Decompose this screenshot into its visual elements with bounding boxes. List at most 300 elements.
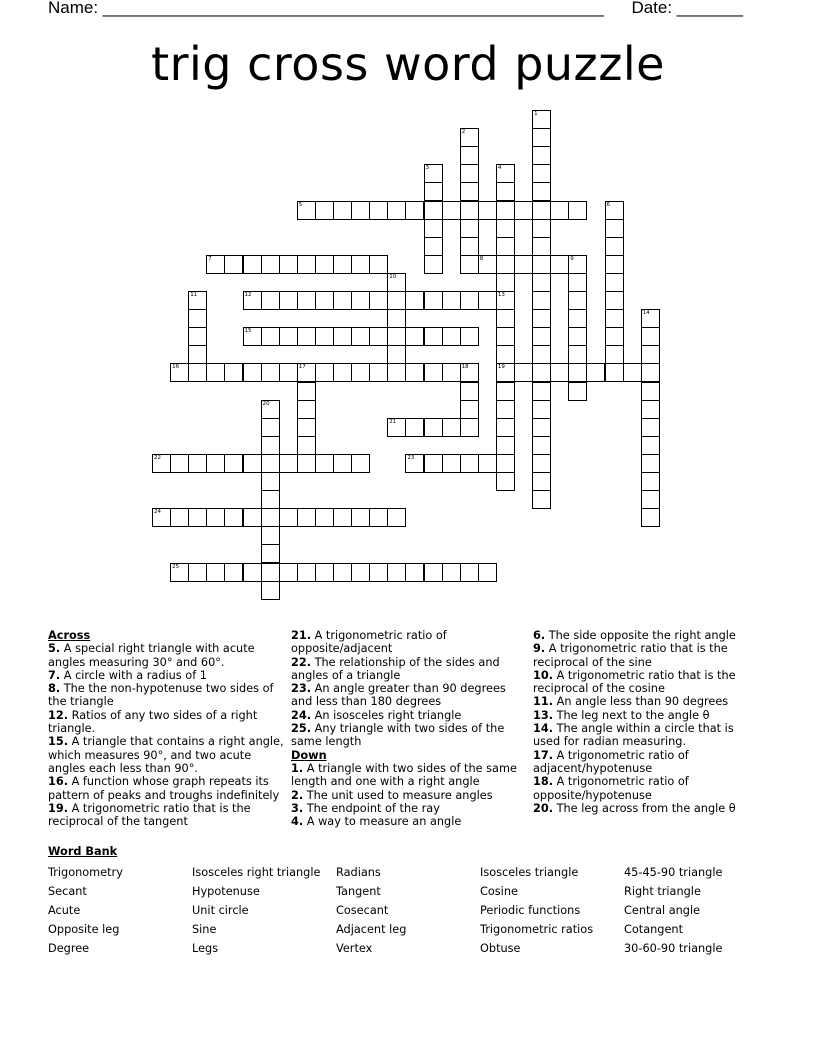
clue-number-label: 24. [291,708,312,722]
clue-text: A trigonometric ratio of adjacent/hypotenuse [533,748,689,775]
crossword-cell[interactable] [460,128,479,147]
crossword-cell[interactable] [261,544,280,563]
crossword-cell[interactable] [424,363,443,382]
crossword-cell[interactable] [532,182,551,201]
crossword-cell[interactable] [152,454,171,473]
crossword-cell[interactable] [315,291,334,310]
crossword-cell[interactable] [532,490,551,509]
clue-number: 19 [497,364,505,371]
clue-number-label: 15. [48,735,69,749]
crossword-cell[interactable] [387,563,406,582]
crossword-cell[interactable] [315,563,334,582]
crossword-cell[interactable] [297,255,316,274]
clue-number-label: 14. [533,722,554,736]
crossword-cell[interactable] [297,436,316,455]
crossword-cell[interactable] [532,454,551,473]
crossword-cell[interactable] [532,309,551,328]
crossword-cell[interactable] [224,363,243,382]
crossword-cell[interactable] [641,418,660,437]
crossword-cell[interactable] [188,563,207,582]
crossword-cell[interactable] [297,291,316,310]
word-bank-word: Cosecant [336,904,389,917]
crossword-cell[interactable] [460,146,479,165]
word-bank-word: Central angle [624,904,701,917]
crossword-cell[interactable] [478,291,497,310]
clue-text: A special right triangle with acute angles measuring 30° and 60°. [48,642,255,669]
crossword-cell[interactable] [568,291,587,310]
clue-text: The endpoint of the ray [303,801,440,815]
crossword-cell[interactable] [188,363,207,382]
crossword-cell[interactable] [568,201,587,220]
crossword-cell[interactable] [297,363,316,382]
crossword-cell[interactable] [641,490,660,509]
crossword-cell[interactable] [261,581,280,600]
crossword-cell[interactable] [369,291,388,310]
crossword-cell[interactable] [442,291,461,310]
crossword-cell[interactable] [532,255,551,274]
crossword-cell[interactable] [369,255,388,274]
crossword-cell[interactable] [641,454,660,473]
crossword-cell[interactable] [496,309,515,328]
crossword-cell[interactable] [496,219,515,238]
crossword-cell[interactable] [460,182,479,201]
crossword-cell[interactable] [641,327,660,346]
crossword-cell[interactable] [641,363,660,382]
clue-number-label: 13. [533,708,554,722]
crossword-cell[interactable] [405,201,424,220]
crossword-cell[interactable] [206,255,225,274]
crossword-cell[interactable] [496,182,515,201]
crossword-cell[interactable] [568,309,587,328]
crossword-cell[interactable] [532,291,551,310]
crossword-cell[interactable] [333,454,352,473]
word-bank-word: Cotangent [624,923,684,936]
crossword-cell[interactable] [623,363,642,382]
crossword-cell[interactable] [261,418,280,437]
crossword-cell[interactable] [351,201,370,220]
crossword-cell[interactable] [387,327,406,346]
crossword-cell[interactable] [532,382,551,401]
clue [291,762,519,789]
clue-text: An angle less than 90 degrees [553,695,729,709]
crossword-cell[interactable] [261,508,280,527]
crossword-cell[interactable] [315,508,334,527]
clue-number-label: 9. [533,642,546,656]
crossword-cell[interactable] [315,327,334,346]
crossword-cell[interactable] [424,454,443,473]
crossword-cell[interactable] [586,363,605,382]
crossword-cell[interactable] [351,363,370,382]
crossword-cell[interactable] [333,201,352,220]
crossword-cell[interactable] [605,273,624,292]
clue [48,709,288,736]
crossword-cell[interactable] [405,327,424,346]
crossword-cell[interactable] [405,563,424,582]
crossword-cell[interactable] [279,508,298,527]
crossword-cell[interactable] [496,291,515,310]
crossword-cell[interactable] [243,255,262,274]
clue-number: 11 [190,292,198,298]
crossword-cell[interactable] [424,237,443,256]
crossword-cell[interactable] [405,291,424,310]
word-bank-word: Periodic functions [480,904,581,917]
crossword-cell[interactable] [532,418,551,437]
crossword-cell[interactable] [496,327,515,346]
crossword-cell[interactable] [279,363,298,382]
clue-number: 22 [154,454,161,461]
crossword-cell[interactable] [442,563,461,582]
crossword-cell[interactable] [224,255,243,274]
crossword-cell[interactable] [496,382,515,401]
crossword-cell[interactable] [387,363,406,382]
crossword-cell[interactable] [496,418,515,437]
crossword-cell[interactable] [424,219,443,238]
crossword-cell[interactable] [333,291,352,310]
crossword-cell[interactable] [351,255,370,274]
word-bank-column [48,863,123,958]
crossword-cell[interactable] [243,291,262,310]
clue-number: 1 [534,111,538,117]
crossword-cell[interactable] [424,291,443,310]
crossword-cell[interactable] [170,508,189,527]
clue [291,709,519,722]
crossword-cell[interactable] [641,400,660,419]
crossword-cell[interactable] [442,454,461,473]
crossword-cell[interactable] [550,201,569,220]
across-heading: Across [48,629,91,642]
crossword-cell[interactable] [188,508,207,527]
clue-number-label: 6. [533,629,546,642]
crossword-cell[interactable] [243,508,262,527]
crossword-cell[interactable] [478,255,497,274]
crossword-cell[interactable] [315,454,334,473]
crossword-cell[interactable] [188,454,207,473]
crossword-cell[interactable] [460,363,479,382]
word-bank-column [480,863,593,958]
clue-number-label: 2. [291,788,304,802]
crossword-cell[interactable] [333,327,352,346]
crossword-cell[interactable] [532,110,551,129]
crossword-cell[interactable] [532,273,551,292]
crossword-cell[interactable] [496,255,515,274]
crossword-cell[interactable] [478,454,497,473]
crossword-cell[interactable] [478,201,497,220]
name-line[interactable]: Name: _____________________________________________________ [48,0,604,17]
crossword-cell[interactable] [279,454,298,473]
crossword-cell[interactable] [496,363,515,382]
crossword-cell[interactable] [170,363,189,382]
crossword-cell[interactable] [568,382,587,401]
crossword-cell[interactable] [152,508,171,527]
crossword-cell[interactable] [387,291,406,310]
crossword-cell[interactable] [532,345,551,364]
crossword-cell[interactable] [532,327,551,346]
crossword-cell[interactable] [532,400,551,419]
crossword-cell[interactable] [206,563,225,582]
clue-number: 8 [479,255,484,262]
crossword-cell[interactable] [641,508,660,527]
clue-text: A triangle that contains a right angle, which measures 90°, and two acute angles each less than 90°. [48,735,284,775]
crossword-cell[interactable] [568,327,587,346]
crossword-cell[interactable] [170,454,189,473]
crossword-cell[interactable] [188,309,207,328]
crossword-cell[interactable] [460,237,479,256]
crossword-cell[interactable] [514,201,533,220]
crossword-cell[interactable] [496,400,515,419]
clue [48,669,288,682]
clue-number-label: 5. [48,642,61,656]
crossword-cell[interactable] [460,382,479,401]
clue-number: 13 [497,292,505,298]
clues-column-3 [533,629,745,815]
crossword-cell[interactable] [605,327,624,346]
clue-number-label: 3. [291,801,304,815]
crossword-cell[interactable] [261,454,280,473]
crossword-cell[interactable] [279,327,298,346]
crossword-cell[interactable] [333,508,352,527]
crossword-cell[interactable] [297,201,316,220]
crossword-cell[interactable] [424,164,443,183]
crossword-cell[interactable] [351,508,370,527]
crossword-cell[interactable] [188,345,207,364]
crossword-cell[interactable] [496,237,515,256]
clue [533,709,745,722]
clue-number: 2 [461,129,466,136]
crossword-cell[interactable] [605,219,624,238]
crossword-cell[interactable] [387,418,406,437]
clue-number: 7 [208,255,212,262]
crossword-cell[interactable] [460,454,479,473]
crossword-cell[interactable] [460,418,479,437]
crossword-cell[interactable] [605,291,624,310]
crossword-cell[interactable] [261,400,280,419]
crossword-cell[interactable] [261,472,280,491]
crossword-cell[interactable] [442,327,461,346]
clue-text: A circle with a radius of 1 [60,668,207,682]
clue [48,735,288,775]
crossword-cell[interactable] [550,363,569,382]
crossword-cell[interactable] [532,146,551,165]
crossword-cell[interactable] [605,255,624,274]
clue-number: 15 [244,328,252,335]
crossword-cell[interactable] [387,508,406,527]
word-bank-title: Word Bank [48,845,118,858]
crossword-cell[interactable] [568,363,587,382]
crossword-cell[interactable] [568,273,587,292]
crossword-cell[interactable] [460,255,479,274]
word-bank-word: 30-60-90 triangle [624,942,723,955]
crossword-cell[interactable] [532,201,551,220]
crossword-cell[interactable] [261,291,280,310]
crossword-cell[interactable] [243,563,262,582]
clue-number: 9 [570,255,574,262]
crossword-cell[interactable] [297,508,316,527]
crossword-cell[interactable] [514,363,533,382]
crossword-cell[interactable] [333,255,352,274]
word-bank-word: Opposite leg [48,923,120,936]
crossword-cell[interactable] [405,418,424,437]
crossword-cell[interactable] [206,363,225,382]
crossword-cell[interactable] [261,526,280,545]
crossword-cell[interactable] [532,363,551,382]
crossword-cell[interactable] [369,563,388,582]
crossword-cell[interactable] [297,454,316,473]
crossword-cell[interactable] [641,472,660,491]
crossword-cell[interactable] [387,309,406,328]
crossword-cell[interactable] [206,454,225,473]
crossword-cell[interactable] [532,164,551,183]
crossword-cell[interactable] [206,508,225,527]
crossword-cell[interactable] [641,436,660,455]
clue-number: 12 [244,292,252,298]
crossword-cell[interactable] [315,255,334,274]
clue-text: The leg across from the angle θ [553,801,736,815]
crossword-cell[interactable] [279,291,298,310]
crossword-cell[interactable] [279,255,298,274]
crossword-cell[interactable] [369,508,388,527]
crossword-cell[interactable] [224,454,243,473]
clue-number-label: 18. [533,775,554,789]
crossword-cell[interactable] [460,219,479,238]
clue-number-label: 16. [48,775,69,789]
crossword-cell[interactable] [496,345,515,364]
crossword-cell[interactable] [387,201,406,220]
crossword-cell[interactable] [351,563,370,582]
crossword-cell[interactable] [532,237,551,256]
word-bank-word: Degree [48,942,90,955]
crossword-cell[interactable] [424,563,443,582]
crossword-cell[interactable] [188,291,207,310]
crossword-cell[interactable] [369,327,388,346]
crossword-cell[interactable] [387,273,406,292]
crossword-cell[interactable] [424,255,443,274]
date-line[interactable]: Date: _______ [631,0,743,17]
clue-number: 3 [425,165,429,172]
clue [48,682,288,709]
crossword-cell[interactable] [243,454,262,473]
crossword-cell[interactable] [351,327,370,346]
crossword-cell[interactable] [243,327,262,346]
crossword-cell[interactable] [605,363,624,382]
crossword-cell[interactable] [170,563,189,582]
crossword-cell[interactable] [333,363,352,382]
crossword-cell[interactable] [369,363,388,382]
crossword-cell[interactable] [641,345,660,364]
clue [533,695,745,708]
crossword-cell[interactable] [460,400,479,419]
crossword-cell[interactable] [532,219,551,238]
crossword-cell[interactable] [315,201,334,220]
clue-number: 18 [461,364,469,371]
crossword-cell[interactable] [568,345,587,364]
crossword-cell[interactable] [279,563,298,582]
clue [48,775,288,802]
clues-column-2 [291,629,519,828]
crossword-cell[interactable] [605,237,624,256]
crossword-cell[interactable] [387,345,406,364]
crossword-cell[interactable] [424,327,443,346]
crossword-cell[interactable] [261,255,280,274]
crossword-cell[interactable] [442,418,461,437]
crossword-cell[interactable] [369,201,388,220]
crossword-cell[interactable] [405,454,424,473]
crossword-cell[interactable] [568,255,587,274]
clue-number-label: 17. [533,748,554,762]
crossword-cell[interactable] [297,563,316,582]
clue-number: 5 [298,201,303,208]
clue [533,669,745,696]
crossword-cell[interactable] [188,327,207,346]
crossword-cell[interactable] [460,563,479,582]
crossword-cell[interactable] [224,563,243,582]
crossword-cell[interactable] [442,201,461,220]
crossword-cell[interactable] [442,363,461,382]
crossword-cell[interactable] [550,255,569,274]
crossword-cell[interactable] [315,363,334,382]
crossword-cell[interactable] [478,563,497,582]
crossword-cell[interactable] [351,454,370,473]
clue [291,722,519,749]
crossword-cell[interactable] [297,400,316,419]
crossword-cell[interactable] [460,291,479,310]
crossword-cell[interactable] [424,182,443,201]
crossword-cell[interactable] [496,201,515,220]
crossword-cell[interactable] [496,472,515,491]
crossword-cell[interactable] [261,363,280,382]
crossword-cell[interactable] [424,418,443,437]
crossword-cell[interactable] [496,164,515,183]
crossword-cell[interactable] [333,563,352,582]
crossword-cell[interactable] [351,291,370,310]
crossword-cell[interactable] [424,201,443,220]
crossword-cell[interactable] [405,363,424,382]
crossword-cell[interactable] [261,436,280,455]
crossword-cell[interactable] [532,472,551,491]
crossword-cell[interactable] [297,418,316,437]
crossword-cell[interactable] [641,309,660,328]
crossword-cell[interactable] [261,490,280,509]
crossword-cell[interactable] [641,382,660,401]
crossword-cell[interactable] [532,128,551,147]
clue-number: 10 [389,273,397,280]
crossword-cell[interactable] [605,309,624,328]
word-bank-word: Unit circle [192,904,249,917]
crossword-cell[interactable] [496,436,515,455]
clue-number: 17 [298,364,306,371]
crossword-cell[interactable] [297,382,316,401]
crossword-cell[interactable] [605,201,624,220]
crossword-cell[interactable] [532,436,551,455]
crossword-cell[interactable] [297,327,316,346]
crossword-cell[interactable] [261,327,280,346]
word-bank-word: Hypotenuse [192,885,260,898]
crossword-cell[interactable] [261,563,280,582]
word-bank-word: Sine [192,923,217,936]
crossword-cell[interactable] [224,508,243,527]
clue-number: 23 [407,454,415,461]
crossword-cell[interactable] [460,201,479,220]
crossword-cell[interactable] [243,363,262,382]
crossword-cell[interactable] [605,345,624,364]
crossword-cell[interactable] [496,273,515,292]
crossword-cell[interactable] [460,327,479,346]
crossword-cell[interactable] [514,255,533,274]
crossword-cell[interactable] [460,164,479,183]
clue [533,802,745,815]
clue-text: The relationship of the sides and angles of a triangle [291,655,500,682]
word-bank-word: Obtuse [480,942,521,955]
crossword-cell[interactable] [496,454,515,473]
